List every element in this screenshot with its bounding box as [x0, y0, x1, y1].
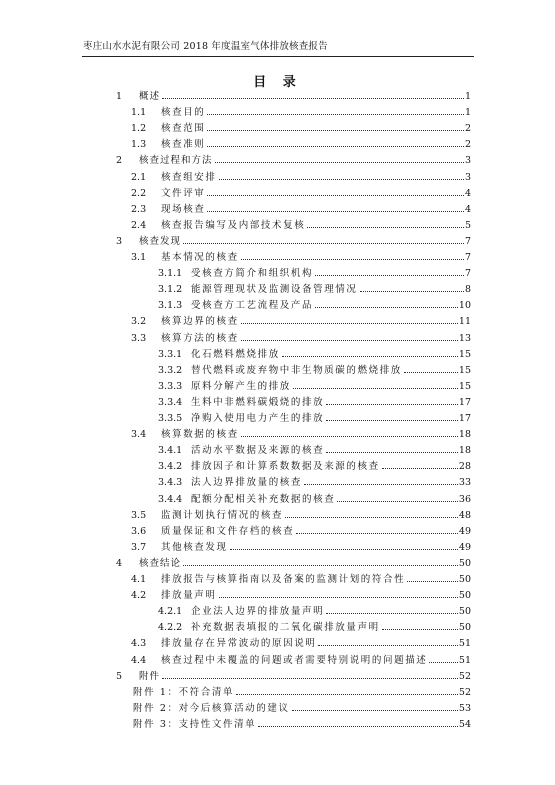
toc-entry-page: 15	[458, 380, 471, 392]
dot-leader	[162, 98, 464, 99]
toc-entry-title: 核算方法的核查	[161, 332, 239, 344]
toc-entry[interactable]	[158, 362, 471, 376]
toc-entry[interactable]	[131, 217, 471, 231]
toc-entry-title: 排放量声明	[161, 590, 217, 602]
toc-entry-page: 7	[464, 268, 471, 280]
dot-leader	[258, 726, 458, 727]
toc-entry-title: 核查准则	[161, 139, 206, 151]
toc-entry-page: 1	[464, 107, 471, 119]
dot-leader	[236, 694, 458, 695]
toc-entry-number: 3.3.2	[158, 364, 183, 376]
toc-entry-title: 核查发现	[139, 235, 182, 247]
toc-entry-page: 13	[458, 332, 471, 344]
toc-entry-title: 企业法人边界的排放量声明	[191, 606, 325, 618]
dot-leader	[429, 662, 458, 663]
toc-entry-number: 3.2	[131, 316, 147, 328]
toc-entry-page: 48	[458, 509, 471, 521]
toc-entry-page: 28	[458, 461, 471, 473]
toc-entry-title: 监测计划执行情况的核查	[161, 509, 284, 521]
toc-entry-number: 2.1	[131, 171, 147, 183]
toc-entry-number: 2.4	[131, 219, 147, 231]
toc-entry-title: 排放报告与核算指南以及备案的监测计划的符合性	[161, 574, 406, 585]
toc-entry-page: 50	[458, 622, 471, 634]
toc-entry-title: 核查过程和方法	[139, 155, 213, 167]
toc-entry-title: 其他核查发现	[161, 541, 228, 553]
toc-entry-number: 4.2.1	[158, 606, 183, 618]
toc-entry[interactable]	[131, 587, 471, 601]
dot-leader	[285, 517, 458, 518]
toc-entry-page: 52	[458, 670, 471, 682]
toc-entry-page: 50	[458, 557, 471, 569]
toc-entry-number: 1.3	[131, 139, 147, 151]
dot-leader	[318, 645, 458, 646]
toc-entry-title: 生料中非燃料碳煅烧的排放	[191, 396, 325, 408]
toc-entry-number: 3.5	[131, 509, 147, 521]
toc-entry-page: 7	[464, 252, 471, 263]
dot-leader	[207, 195, 464, 196]
toc-entry-number: 1.2	[131, 123, 147, 135]
toc-entry-page: 33	[458, 477, 471, 489]
toc-entry-number: 2.3	[131, 203, 147, 215]
toc-entry[interactable]	[158, 297, 471, 311]
toc-entry-page: 2	[464, 139, 471, 151]
toc-entry-number: 3.6	[131, 525, 147, 537]
toc-title: 目 录	[253, 75, 302, 90]
toc-entry-title: 核查过程中未覆盖的问题或者需要特别说明的问题描述	[161, 654, 428, 666]
toc-entry-number: 2	[116, 155, 123, 167]
toc-entry[interactable]	[131, 313, 471, 327]
toc-entry[interactable]	[158, 394, 471, 408]
toc-entry-title: 附件 3：支持性文件清单	[133, 718, 257, 730]
dot-leader	[219, 179, 464, 180]
dot-leader	[304, 484, 458, 485]
toc-entry[interactable]	[116, 668, 471, 682]
toc-entry-number: 3.1.3	[158, 300, 183, 312]
dot-leader	[407, 581, 458, 582]
toc-entry-page: 3	[464, 171, 471, 183]
toc-entry-title: 附件 2：对今后核算活动的建议	[133, 702, 290, 714]
dot-leader	[241, 259, 464, 260]
toc-entry-page: 5	[464, 219, 471, 231]
dot-leader	[207, 130, 464, 131]
toc-entry-number: 3.1.1	[158, 268, 183, 280]
toc-entry-title: 补充数据表填报的二氧化碳排放量声明	[191, 622, 380, 634]
toc-entry-page: 1	[464, 91, 471, 102]
header-rule	[82, 56, 474, 57]
toc-entry[interactable]	[131, 635, 471, 649]
toc-entry-number: 4.2.2	[158, 622, 183, 634]
toc-entry-page: 18	[458, 429, 471, 441]
toc-entry[interactable]	[158, 619, 471, 633]
toc-entry-title: 法人边界排放量的核查	[191, 477, 303, 489]
toc-entry-page: 50	[458, 574, 471, 585]
toc-entry-number: 3.3	[131, 332, 147, 344]
dot-leader	[326, 452, 458, 453]
toc-entry[interactable]	[131, 185, 471, 199]
toc-entry-page: 49	[458, 541, 471, 553]
dot-leader	[282, 356, 458, 357]
toc-entry-number: 1	[116, 91, 123, 102]
toc-entry[interactable]	[133, 684, 471, 698]
toc-entry-number: 1.1	[131, 107, 147, 119]
dot-leader	[207, 114, 464, 115]
toc-entry-title: 基本情况的核查	[161, 252, 239, 263]
toc-entry-title: 概述	[139, 91, 161, 102]
toc-entry-number: 3.3.3	[158, 380, 183, 392]
toc-entry-title: 核查目的	[161, 107, 206, 119]
toc-entry[interactable]	[131, 652, 471, 666]
toc-entry-page: 54	[458, 718, 471, 730]
toc-entry[interactable]	[116, 152, 471, 166]
dot-leader	[241, 323, 458, 324]
toc-entry-number: 3.7	[131, 541, 147, 553]
dot-leader	[337, 501, 458, 502]
toc-entry-title: 核查组安排	[161, 171, 217, 183]
toc-entry[interactable]	[158, 474, 471, 488]
toc-entry[interactable]	[131, 571, 471, 585]
toc-entry-title: 核算数据的核查	[161, 429, 239, 441]
dot-leader	[315, 275, 464, 276]
toc-entry-number: 4.2	[131, 590, 147, 602]
toc-entry[interactable]	[158, 346, 471, 360]
toc-entry-title: 附件 1：不符合清单	[133, 686, 235, 698]
toc-entry-page: 36	[458, 493, 471, 505]
toc-entry-page: 50	[458, 606, 471, 618]
dot-leader	[326, 404, 458, 405]
dot-leader	[315, 307, 458, 308]
toc-entry-page: 10	[458, 300, 471, 312]
toc-entry-title: 文件评审	[161, 187, 206, 199]
toc-entry[interactable]	[131, 539, 471, 553]
toc-entry-number: 3.1.2	[158, 284, 183, 296]
toc-entry[interactable]	[116, 88, 471, 102]
toc-entry[interactable]	[131, 249, 471, 263]
toc-entry-page: 2	[464, 123, 471, 135]
toc-entry-number: 2.2	[131, 187, 147, 199]
toc-entry-page: 7	[464, 235, 471, 247]
toc-entry-page: 3	[464, 155, 471, 167]
dot-leader	[360, 291, 464, 292]
toc-entry-page: 53	[458, 702, 471, 714]
toc-entry-title: 附件	[139, 670, 161, 682]
toc-entry-page: 18	[458, 445, 471, 457]
toc-entry-number: 3.1	[131, 252, 147, 263]
toc-entry[interactable]	[158, 603, 471, 617]
dot-leader	[326, 613, 458, 614]
toc-entry-page: 52	[458, 686, 471, 698]
toc-entry[interactable]	[131, 136, 471, 150]
dot-leader	[162, 678, 458, 679]
dot-leader	[207, 211, 464, 212]
toc-entry-page: 15	[458, 348, 471, 360]
dot-leader	[326, 420, 458, 421]
toc-entry[interactable]	[133, 700, 471, 714]
toc-entry[interactable]	[158, 491, 471, 505]
toc-entry[interactable]	[131, 330, 471, 344]
toc-entry[interactable]	[131, 104, 471, 118]
toc-entry[interactable]	[116, 555, 471, 569]
toc-entry-title: 核查范围	[161, 123, 206, 135]
toc-entry-title: 受核查方简介和组织机构	[191, 268, 314, 280]
dot-leader	[307, 227, 464, 228]
dot-leader	[382, 468, 458, 469]
toc-entry-number: 3.4.1	[158, 445, 183, 457]
dot-leader	[230, 549, 458, 550]
toc-entry-title: 现场核查	[161, 203, 206, 215]
dot-leader	[292, 710, 458, 711]
toc-entry-number: 3.4.2	[158, 461, 183, 473]
toc-entry-number: 3.3.1	[158, 348, 183, 360]
toc-entry[interactable]	[158, 458, 471, 472]
toc-entry-title: 核查结论	[139, 557, 182, 569]
toc-entry[interactable]	[133, 716, 471, 730]
toc-entry-number: 3.3.5	[158, 413, 183, 424]
toc-entry-number: 3.4	[131, 429, 147, 441]
toc-entry-title: 原料分解产生的排放	[191, 380, 291, 392]
toc-entry-number: 4.4	[131, 654, 147, 666]
toc-entry[interactable]	[158, 410, 471, 424]
toc-entry[interactable]	[116, 233, 471, 247]
toc-entry-page: 17	[458, 396, 471, 408]
toc-entry-title: 核算边界的核查	[161, 316, 239, 328]
dot-leader	[183, 565, 458, 566]
toc-entry-title: 受核查方工艺流程及产品	[191, 300, 314, 312]
dot-leader	[241, 436, 458, 437]
toc-entry-number: 4	[116, 557, 123, 569]
toc-entry-number: 3.4.4	[158, 493, 183, 505]
toc-entry[interactable]	[158, 265, 471, 279]
toc-entry-number: 4.3	[131, 638, 147, 650]
toc-entry-number: 5	[116, 670, 123, 682]
dot-leader	[296, 533, 458, 534]
dot-leader	[293, 388, 458, 389]
toc-entry-number: 3.3.4	[158, 396, 183, 408]
toc-entry[interactable]	[131, 523, 471, 537]
toc-entry-page: 51	[458, 654, 471, 666]
dot-leader	[241, 340, 458, 341]
toc-entry-page: 4	[464, 203, 471, 215]
running-header: 枣庄山水水泥有限公司 2018 年度温室气体排放核查报告	[83, 41, 328, 52]
toc-entry-page: 8	[464, 284, 471, 296]
toc-entry[interactable]	[158, 281, 471, 295]
toc-entry-page: 4	[464, 187, 471, 199]
toc-entry-page: 51	[458, 638, 471, 650]
toc-entry[interactable]	[158, 442, 471, 456]
dot-leader	[215, 162, 464, 163]
toc-entry-number: 3	[116, 235, 123, 247]
dot-leader	[219, 597, 458, 598]
toc-entry-page: 17	[458, 413, 471, 424]
toc-entry-title: 排放量存在异常波动的原因说明	[161, 638, 317, 650]
dot-leader	[404, 372, 458, 373]
toc-entry-page: 11	[458, 316, 471, 328]
toc-entry-number: 3.4.3	[158, 477, 183, 489]
toc-entry[interactable]	[131, 426, 471, 440]
toc-entry-title: 排放因子和计算系数数据及来源的核查	[191, 461, 380, 473]
toc-entry-page: 15	[458, 364, 471, 376]
toc-entry-title: 化石燃料燃烧排放	[191, 348, 280, 360]
toc-entry-title: 活动水平数据及来源的核查	[191, 445, 325, 457]
toc-entry[interactable]	[158, 378, 471, 392]
toc-entry-number: 4.1	[131, 574, 147, 585]
dot-leader	[183, 243, 464, 244]
toc-entry-title: 替代燃料或废弃物中非生物质碳的燃烧排放	[191, 364, 402, 376]
toc-entry[interactable]	[131, 169, 471, 183]
toc-entry-title: 质量保证和文件存档的核查	[161, 525, 295, 537]
dot-leader	[382, 629, 458, 630]
toc-entry[interactable]	[131, 507, 471, 521]
toc-entry-page: 49	[458, 525, 471, 537]
toc-entry-title: 能源管理现状及监测设备管理情况	[191, 284, 358, 296]
toc-entry-title: 净购入使用电力产生的排放	[191, 413, 325, 424]
toc-entry[interactable]	[131, 201, 471, 215]
dot-leader	[207, 146, 464, 147]
toc-entry[interactable]	[131, 120, 471, 134]
toc-entry-page: 50	[458, 590, 471, 602]
toc-entry-title: 配额分配相关补充数据的核查	[191, 493, 336, 505]
toc-entry-title: 核查报告编写及内部技术复核	[161, 219, 306, 231]
